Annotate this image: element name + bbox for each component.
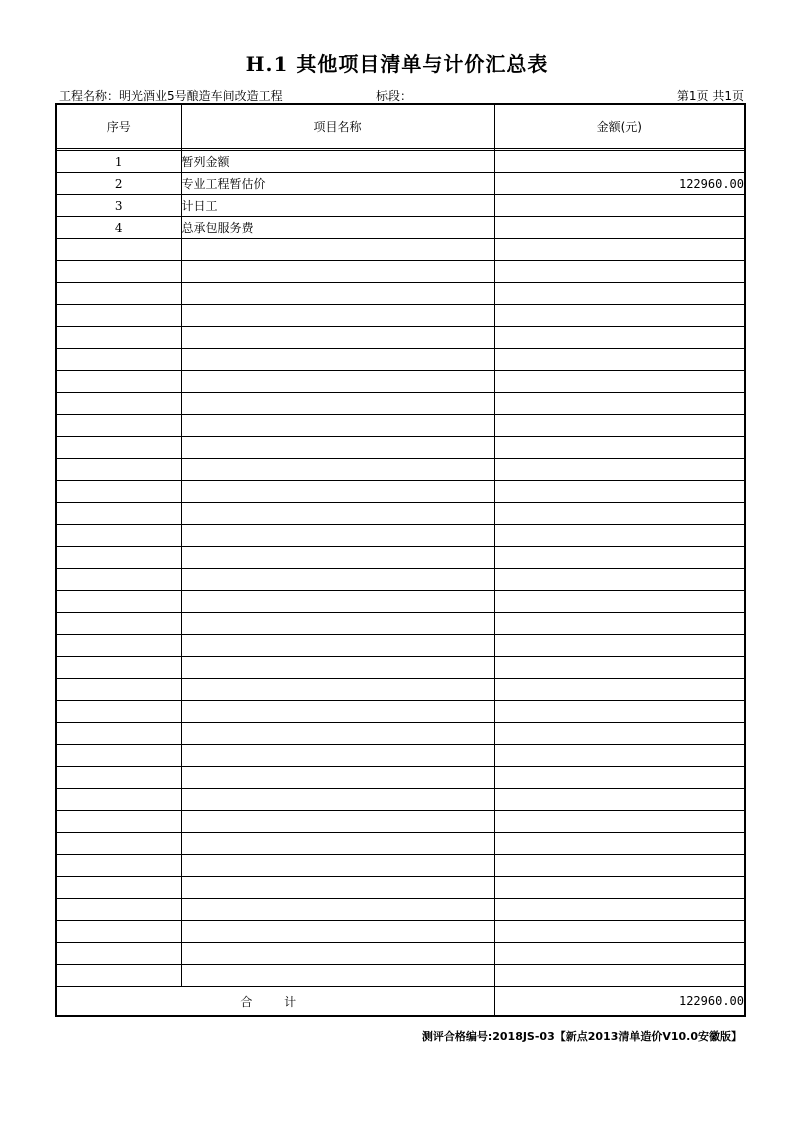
row-number: 4 xyxy=(56,217,181,239)
table-row xyxy=(56,173,745,195)
empty-cell xyxy=(181,481,494,503)
empty-cell xyxy=(494,239,745,261)
table-row xyxy=(56,151,745,173)
empty-cell xyxy=(181,327,494,349)
certification-footer: 测评合格编号:2018JS-03【新点2013清单造价V10.0安徽版】 xyxy=(421,1030,742,1043)
column-header-amount: 金额(元) xyxy=(494,104,745,149)
column-header-no: 序号 xyxy=(56,104,181,149)
empty-row xyxy=(56,635,745,657)
empty-cell xyxy=(56,635,181,657)
empty-cell xyxy=(56,591,181,613)
empty-cell xyxy=(181,877,494,899)
row-amount xyxy=(494,151,745,173)
empty-row xyxy=(56,679,745,701)
empty-cell xyxy=(181,613,494,635)
empty-cell xyxy=(56,767,181,789)
column-header-name: 项目名称 xyxy=(181,104,494,149)
empty-cell xyxy=(494,393,745,415)
empty-cell xyxy=(494,965,745,987)
empty-cell xyxy=(181,305,494,327)
empty-row xyxy=(56,745,745,767)
table-row xyxy=(56,217,745,239)
empty-row xyxy=(56,965,745,987)
empty-cell xyxy=(181,393,494,415)
empty-row xyxy=(56,811,745,833)
empty-cell xyxy=(56,327,181,349)
empty-cell xyxy=(181,723,494,745)
empty-cell xyxy=(56,701,181,723)
empty-row xyxy=(56,327,745,349)
empty-cell xyxy=(56,525,181,547)
empty-cell xyxy=(494,613,745,635)
empty-row xyxy=(56,305,745,327)
empty-row xyxy=(56,261,745,283)
empty-cell xyxy=(494,437,745,459)
empty-row xyxy=(56,503,745,525)
empty-cell xyxy=(181,855,494,877)
empty-cell xyxy=(181,789,494,811)
empty-cell xyxy=(494,371,745,393)
empty-cell xyxy=(181,525,494,547)
empty-cell xyxy=(181,701,494,723)
total-row xyxy=(56,987,745,1017)
empty-cell xyxy=(181,833,494,855)
empty-cell xyxy=(56,283,181,305)
empty-row xyxy=(56,349,745,371)
empty-cell xyxy=(56,745,181,767)
empty-cell xyxy=(181,921,494,943)
empty-cell xyxy=(181,349,494,371)
empty-row xyxy=(56,943,745,965)
empty-cell xyxy=(56,855,181,877)
empty-cell xyxy=(56,503,181,525)
empty-cell xyxy=(56,657,181,679)
empty-cell xyxy=(494,305,745,327)
empty-cell xyxy=(494,635,745,657)
empty-cell xyxy=(56,899,181,921)
empty-cell xyxy=(56,877,181,899)
page-indicator: 第1页 共1页 xyxy=(676,89,744,103)
empty-cell xyxy=(494,591,745,613)
empty-row xyxy=(56,415,745,437)
empty-cell xyxy=(56,965,181,987)
table-row xyxy=(56,195,745,217)
empty-cell xyxy=(494,701,745,723)
empty-row xyxy=(56,833,745,855)
row-amount: 122960.00 xyxy=(494,173,745,195)
page-title: H.1 其他项目清单与计价汇总表 xyxy=(245,52,549,76)
empty-cell xyxy=(494,921,745,943)
empty-cell xyxy=(56,613,181,635)
empty-row xyxy=(56,547,745,569)
empty-cell xyxy=(494,833,745,855)
empty-row xyxy=(56,701,745,723)
empty-cell xyxy=(56,811,181,833)
empty-cell xyxy=(181,635,494,657)
empty-row xyxy=(56,371,745,393)
empty-cell xyxy=(494,723,745,745)
empty-cell xyxy=(494,481,745,503)
empty-cell xyxy=(181,261,494,283)
empty-cell xyxy=(494,657,745,679)
row-amount xyxy=(494,195,745,217)
empty-cell xyxy=(181,459,494,481)
empty-cell xyxy=(494,943,745,965)
empty-row xyxy=(56,613,745,635)
empty-cell xyxy=(56,349,181,371)
empty-cell xyxy=(494,283,745,305)
empty-cell xyxy=(181,569,494,591)
empty-row xyxy=(56,899,745,921)
empty-cell xyxy=(494,899,745,921)
empty-cell xyxy=(56,305,181,327)
empty-cell xyxy=(494,459,745,481)
row-name: 专业工程暂估价 xyxy=(181,173,494,195)
empty-cell xyxy=(181,371,494,393)
empty-row xyxy=(56,283,745,305)
empty-cell xyxy=(494,745,745,767)
empty-cell xyxy=(181,503,494,525)
empty-cell xyxy=(494,349,745,371)
empty-row xyxy=(56,789,745,811)
empty-cell xyxy=(181,437,494,459)
empty-cell xyxy=(56,415,181,437)
row-number: 1 xyxy=(56,151,181,173)
empty-row xyxy=(56,239,745,261)
empty-row xyxy=(56,591,745,613)
empty-row xyxy=(56,393,745,415)
total-label: 合 计 xyxy=(56,987,494,1017)
empty-cell xyxy=(494,679,745,701)
empty-cell xyxy=(56,459,181,481)
empty-cell xyxy=(56,239,181,261)
empty-cell xyxy=(494,877,745,899)
empty-row xyxy=(56,569,745,591)
empty-cell xyxy=(494,261,745,283)
empty-cell xyxy=(181,767,494,789)
empty-cell xyxy=(494,525,745,547)
empty-cell xyxy=(494,811,745,833)
empty-cell xyxy=(56,943,181,965)
empty-cell xyxy=(494,855,745,877)
empty-cell xyxy=(494,547,745,569)
empty-cell xyxy=(181,899,494,921)
empty-cell xyxy=(181,943,494,965)
empty-cell xyxy=(56,569,181,591)
empty-cell xyxy=(56,547,181,569)
section-label: 标段： xyxy=(376,89,413,103)
empty-cell xyxy=(56,723,181,745)
empty-cell xyxy=(494,503,745,525)
empty-row xyxy=(56,723,745,745)
row-name: 计日工 xyxy=(181,195,494,217)
empty-cell xyxy=(181,547,494,569)
empty-cell xyxy=(494,327,745,349)
empty-cell xyxy=(494,569,745,591)
row-amount xyxy=(494,217,745,239)
row-name: 总承包服务费 xyxy=(181,217,494,239)
empty-row xyxy=(56,921,745,943)
empty-cell xyxy=(56,833,181,855)
summary-table xyxy=(55,103,746,1017)
project-name: 工程名称：明光酒业5号酿造车间改造工程 xyxy=(59,89,283,103)
empty-cell xyxy=(56,393,181,415)
empty-cell xyxy=(181,657,494,679)
empty-cell xyxy=(181,415,494,437)
empty-row xyxy=(56,481,745,503)
row-number: 3 xyxy=(56,195,181,217)
empty-cell xyxy=(181,283,494,305)
empty-cell xyxy=(181,811,494,833)
empty-cell xyxy=(56,371,181,393)
empty-row xyxy=(56,657,745,679)
empty-row xyxy=(56,525,745,547)
empty-cell xyxy=(56,921,181,943)
row-name: 暂列金额 xyxy=(181,151,494,173)
empty-cell xyxy=(181,745,494,767)
empty-cell xyxy=(181,679,494,701)
empty-cell xyxy=(56,679,181,701)
empty-cell xyxy=(181,239,494,261)
empty-row xyxy=(56,855,745,877)
empty-row xyxy=(56,459,745,481)
empty-row xyxy=(56,767,745,789)
row-number: 2 xyxy=(56,173,181,195)
total-amount: 122960.00 xyxy=(494,987,745,1017)
empty-row xyxy=(56,437,745,459)
empty-cell xyxy=(181,965,494,987)
empty-cell xyxy=(56,261,181,283)
empty-cell xyxy=(56,481,181,503)
empty-cell xyxy=(494,767,745,789)
empty-cell xyxy=(56,437,181,459)
empty-row xyxy=(56,877,745,899)
empty-cell xyxy=(494,789,745,811)
empty-cell xyxy=(494,415,745,437)
header-row xyxy=(56,104,745,149)
empty-cell xyxy=(181,591,494,613)
empty-cell xyxy=(56,789,181,811)
